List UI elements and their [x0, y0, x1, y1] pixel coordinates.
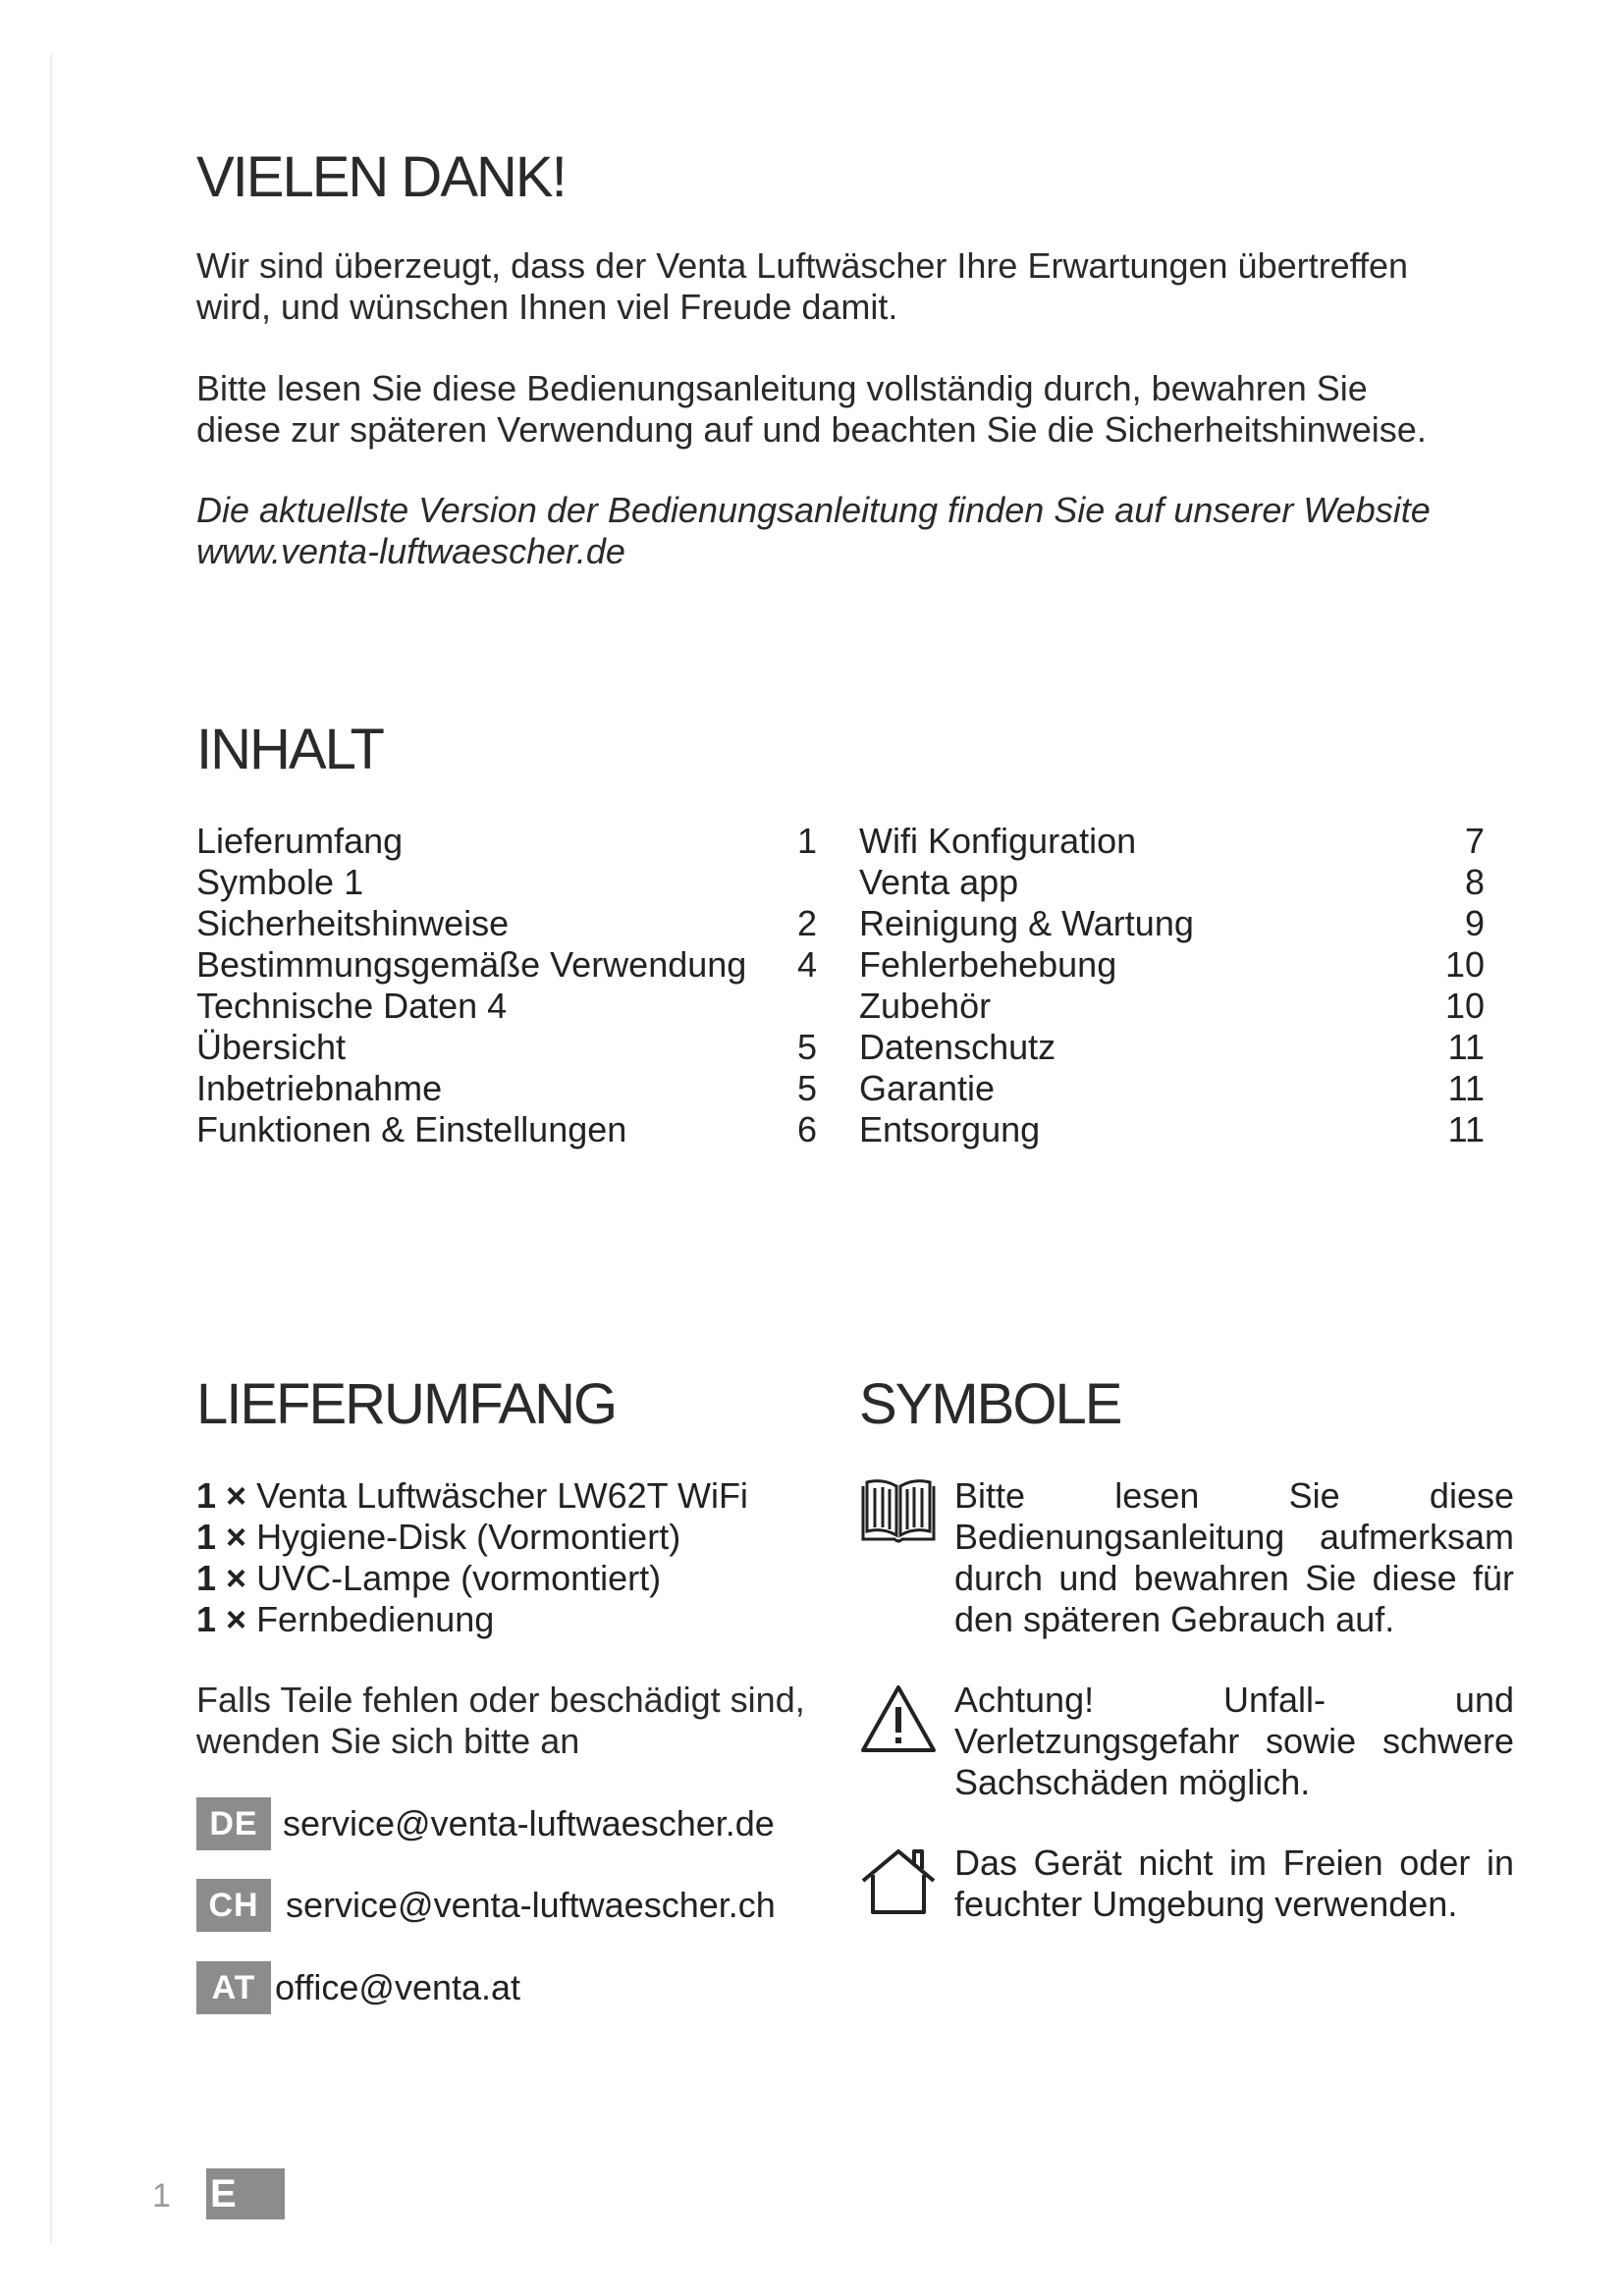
scope-item	[196, 1599, 825, 1640]
thanks-p1-line1: Wir sind überzeugt, dass der Venta Luftwäscher Ihre Erwartungen übertreffen	[196, 245, 1409, 286]
toc-entry-label: Venta app	[859, 862, 1019, 902]
toc-entry-label: Technische Daten 4	[196, 986, 508, 1026]
country-badge-de: DE	[196, 1797, 271, 1850]
scope-item	[196, 1475, 825, 1517]
toc-entry[interactable]	[196, 862, 817, 903]
language-tab-label: E	[210, 2172, 237, 2216]
missing-parts-line1: Falls Teile fehlen oder beschädigt sind,	[196, 1680, 805, 1720]
toc-entry-label: Lieferumfang	[196, 821, 404, 861]
website-link[interactable]: www.venta-luftwaescher.de	[196, 531, 625, 571]
toc-entry[interactable]	[196, 986, 817, 1027]
toc-entry-page: 5	[796, 1068, 817, 1108]
toc-entry-page: 4	[796, 944, 817, 985]
thanks-p1-line2: wird, und wünschen Ihnen viel Freude damit.	[196, 287, 898, 327]
book-icon	[859, 1478, 938, 1549]
toc-entry-label: Inbetriebnahme	[196, 1068, 443, 1108]
missing-parts-line2: wenden Sie sich bitte an	[196, 1721, 580, 1761]
contact-ch	[196, 1879, 776, 1932]
contact-at	[196, 1961, 520, 2014]
thanks-p2-line2: diese zur späteren Verwendung auf und beachten Sie die Sicherheitshinweise.	[196, 409, 1427, 450]
warning-triangle-icon	[859, 1683, 938, 1754]
toc-entry-label: Symbole 1	[196, 862, 364, 902]
scope-title: LIEFERUMFANG	[196, 1372, 617, 1436]
toc-entry-label: Bestimmungsgemäße Verwendung	[196, 944, 747, 985]
toc-entry-page: 7	[1464, 821, 1485, 861]
toc-entry-page: 9	[1464, 903, 1485, 943]
thanks-paragraph-3	[196, 490, 1532, 572]
toc-entry-page: 11	[1447, 1027, 1485, 1067]
toc-entry[interactable]	[859, 1027, 1485, 1068]
scope-item	[196, 1517, 825, 1558]
toc-entry-label: Funktionen & Einstellungen	[196, 1109, 627, 1149]
scope-list	[196, 1475, 825, 1640]
toc-entry[interactable]	[196, 821, 817, 862]
scope-item-name: Venta Luftwäscher LW62T WiFi	[256, 1475, 748, 1516]
scope-item-name: Hygiene-Disk (Vormontiert)	[256, 1517, 681, 1557]
symbol-text-read-manual: Bitte lesen Sie diese Bedienungsanleitung aufmerksam durch und bewahren Sie diese für den späteren Gebrauch auf.	[954, 1475, 1514, 1639]
toc-entry-page: 5	[796, 1027, 817, 1067]
thanks-paragraph-2	[196, 368, 1532, 451]
toc-entry[interactable]	[859, 1068, 1485, 1109]
toc-entry-page: 10	[1444, 944, 1485, 985]
toc-entry[interactable]	[196, 903, 817, 944]
symbol-text-indoor-only: Das Gerät nicht im Freien oder in feuchter Umgebung verwenden.	[954, 1842, 1514, 1924]
toc-entry[interactable]	[859, 1109, 1485, 1150]
toc-entry[interactable]	[859, 986, 1485, 1027]
scope-item-qty: 1 ×	[196, 1517, 247, 1557]
thanks-p3-line1: Die aktuellste Version der Bedienungsanleitung finden Sie auf unserer Website	[196, 490, 1431, 530]
toc-entry[interactable]	[859, 944, 1485, 986]
page-margin-line	[50, 54, 52, 2243]
toc-entry-label: Sicherheitshinweise	[196, 903, 510, 943]
toc-title: INHALT	[196, 718, 383, 781]
house-icon	[859, 1845, 938, 1916]
toc-entry-page: 11	[1447, 1068, 1485, 1108]
country-badge-at: AT	[196, 1961, 271, 2014]
scope-item-qty: 1 ×	[196, 1558, 247, 1598]
missing-parts-note	[196, 1680, 844, 1762]
toc-entry-page: 10	[1444, 986, 1485, 1026]
scope-item-name: UVC-Lampe (vormontiert)	[256, 1558, 662, 1598]
toc-entry-label: Wifi Konfiguration	[859, 821, 1137, 861]
toc-entry-label: Datenschutz	[859, 1027, 1056, 1067]
toc-entry-page: 1	[796, 821, 817, 861]
toc-entry-page: 2	[796, 903, 817, 943]
scope-item-name: Fernbedienung	[256, 1599, 495, 1639]
toc-entry[interactable]	[859, 821, 1485, 862]
thanks-paragraph-1	[196, 245, 1532, 328]
toc-entry[interactable]	[196, 944, 829, 986]
contact-de	[196, 1797, 775, 1850]
email-link-ch[interactable]: service@venta-luftwaescher.ch	[286, 1885, 776, 1925]
symbol-text-warning: Achtung! Unfall- und Verletzungsgefahr sowie schwere Sachschäden möglich.	[954, 1680, 1514, 1802]
toc-entry-label: Übersicht	[196, 1027, 347, 1067]
email-link-de[interactable]: service@venta-luftwaescher.de	[283, 1803, 775, 1843]
toc-entry[interactable]	[196, 1027, 817, 1068]
toc-entry-label: Reinigung & Wartung	[859, 903, 1194, 943]
language-tab	[206, 2168, 285, 2219]
thanks-p2-line1: Bitte lesen Sie diese Bedienungsanleitung vollständig durch, bewahren Sie	[196, 368, 1368, 408]
toc-entry-page: 6	[796, 1109, 817, 1149]
thanks-title: VIELEN DANK!	[196, 145, 566, 209]
toc-left-column	[196, 821, 817, 1154]
scope-item	[196, 1558, 825, 1599]
scope-item-qty: 1 ×	[196, 1599, 247, 1639]
toc-entry[interactable]	[196, 1109, 817, 1150]
toc-entry[interactable]	[196, 1068, 817, 1109]
toc-entry-label: Garantie	[859, 1068, 996, 1108]
toc-entry-label: Entsorgung	[859, 1109, 1041, 1149]
country-badge-ch: CH	[196, 1879, 271, 1932]
toc-entry-page: 8	[1464, 862, 1485, 902]
toc-entry[interactable]	[859, 903, 1485, 944]
toc-entry-page: 11	[1447, 1109, 1485, 1149]
scope-item-qty: 1 ×	[196, 1475, 247, 1516]
toc-entry[interactable]	[859, 862, 1485, 903]
page-number: 1	[152, 2177, 171, 2215]
toc-entry-label: Fehlerbehebung	[859, 944, 1117, 985]
email-link-at[interactable]: office@venta.at	[275, 1967, 521, 2007]
toc-entry-label: Zubehör	[859, 986, 992, 1026]
toc-right-column	[859, 821, 1485, 1154]
symbols-title: SYMBOLE	[859, 1372, 1121, 1436]
